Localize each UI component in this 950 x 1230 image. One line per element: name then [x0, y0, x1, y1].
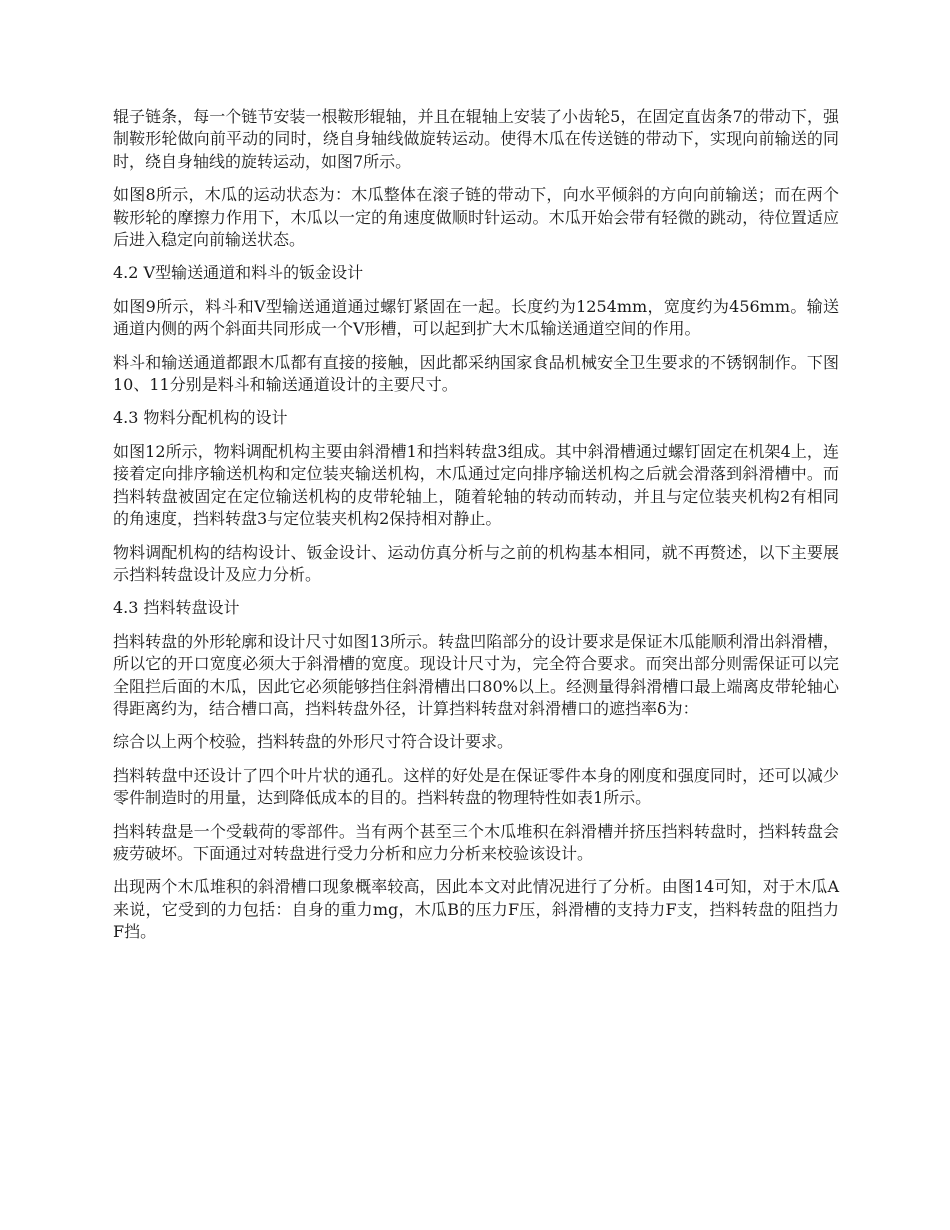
paragraph-11: 出现两个木瓜堆积的斜滑槽口现象概率较高，因此本文对此情况进行了分析。由图14可知，对于木瓜A来说，它受到的力包括：自身的重力mg，木瓜B的压力F压，斜滑槽的支持力F支，挡料转盘的阻挡力F挡。 — [113, 877, 839, 942]
paragraph-7: 挡料转盘的外形轮廓和设计尺寸如图13所示。转盘凹陷部分的设计要求是保证木瓜能顺利滑出斜滑槽，所以它的开口宽度必须大于斜滑槽的宽度。现设计尺寸为，完全符合要求。而突出部分则需保证可以完全阻拦后面的木瓜，因此它必须能够挡住斜滑槽出口80%以上。经测量得斜滑槽口最上端离皮带轮轴心得距离约为，结合槽口高，挡料转盘外径，计算挡料转盘对斜滑槽口的遮挡率δ为： — [113, 631, 839, 718]
section-heading-4-3-material: 4.3 物料分配机构的设计 — [113, 408, 288, 428]
paragraph-10: 挡料转盘是一个受载荷的零部件。当有两个甚至三个木瓜堆积在斜滑槽并挤压挡料转盘时，挡料转盘会疲劳破坏。下面通过对转盘进行受力分析和应力分析来校验该设计。 — [113, 821, 839, 863]
paragraph-8: 综合以上两个校验，挡料转盘的外形尺寸符合设计要求。 — [113, 732, 514, 752]
section-heading-4-2: 4.2 V型输送通道和料斗的钣金设计 — [113, 263, 364, 283]
paragraph-9: 挡料转盘中还设计了四个叶片状的通孔。这样的好处是在保证零件本身的刚度和强度同时，还可以减少零件制造时的用量，达到降低成本的目的。挡料转盘的物理特性如表1所示。 — [113, 765, 839, 808]
paragraph-6: 物料调配机构的结构设计、钣金设计、运动仿真分析与之前的机构基本相同，就不再赘述，以下主要展示挡料转盘设计及应力分析。 — [113, 542, 839, 584]
section-heading-4-3-disc: 4.3 挡料转盘设计 — [113, 598, 240, 618]
paragraph-3: 如图9所示，料斗和V型输送通道通过螺钉紧固在一起。长度约为1254mm，宽度约为456mm。输送通道内侧的两个斜面共同形成一个V形槽，可以起到扩大木瓜输送通道空间的作用。 — [113, 296, 839, 339]
document-page — [113, 106, 839, 955]
paragraph-4: 料斗和输送通道都跟木瓜都有直接的接触，因此都采纳国家食品机械安全卫生要求的不锈钢制作。下图10、11分别是料斗和输送通道设计的主要尺寸。 — [113, 352, 839, 395]
paragraph-5: 如图12所示，物料调配机构主要由斜滑槽1和挡料转盘3组成。其中斜滑槽通过螺钉固定在机架4上，连接着定向排序输送机构和定位装夹输送机构，木瓜通过定向排序输送机构之后就会滑落到斜滑槽中。而挡料转盘被固定在定位输送机构的皮带轮轴上，随着轮轴的转动而转动，并且与定位装夹机构2有相同的角速度，挡料转盘3与定位装夹机构2保持相对静止。 — [113, 441, 839, 529]
paragraph-2: 如图8所示，木瓜的运动状态为：木瓜整体在滚子链的带动下，向水平倾斜的方向向前输送；而在两个鞍形轮的摩擦力作用下，木瓜以一定的角速度做顺时针运动。木瓜开始会带有轻微的跳动，待位置适应后进入稳定向前输送状态。 — [113, 185, 839, 250]
paragraph-1: 辊子链条，每一个链节安装一根鞍形辊轴，并且在辊轴上安装了小齿轮5，在固定直齿条7的带动下，强制鞍形轮做向前平动的同时，绕自身轴线做旋转运动。使得木瓜在传送链的带动下，实现向前输送的同时，绕自身轴线的旋转运动，如图7所示。 — [113, 107, 839, 171]
